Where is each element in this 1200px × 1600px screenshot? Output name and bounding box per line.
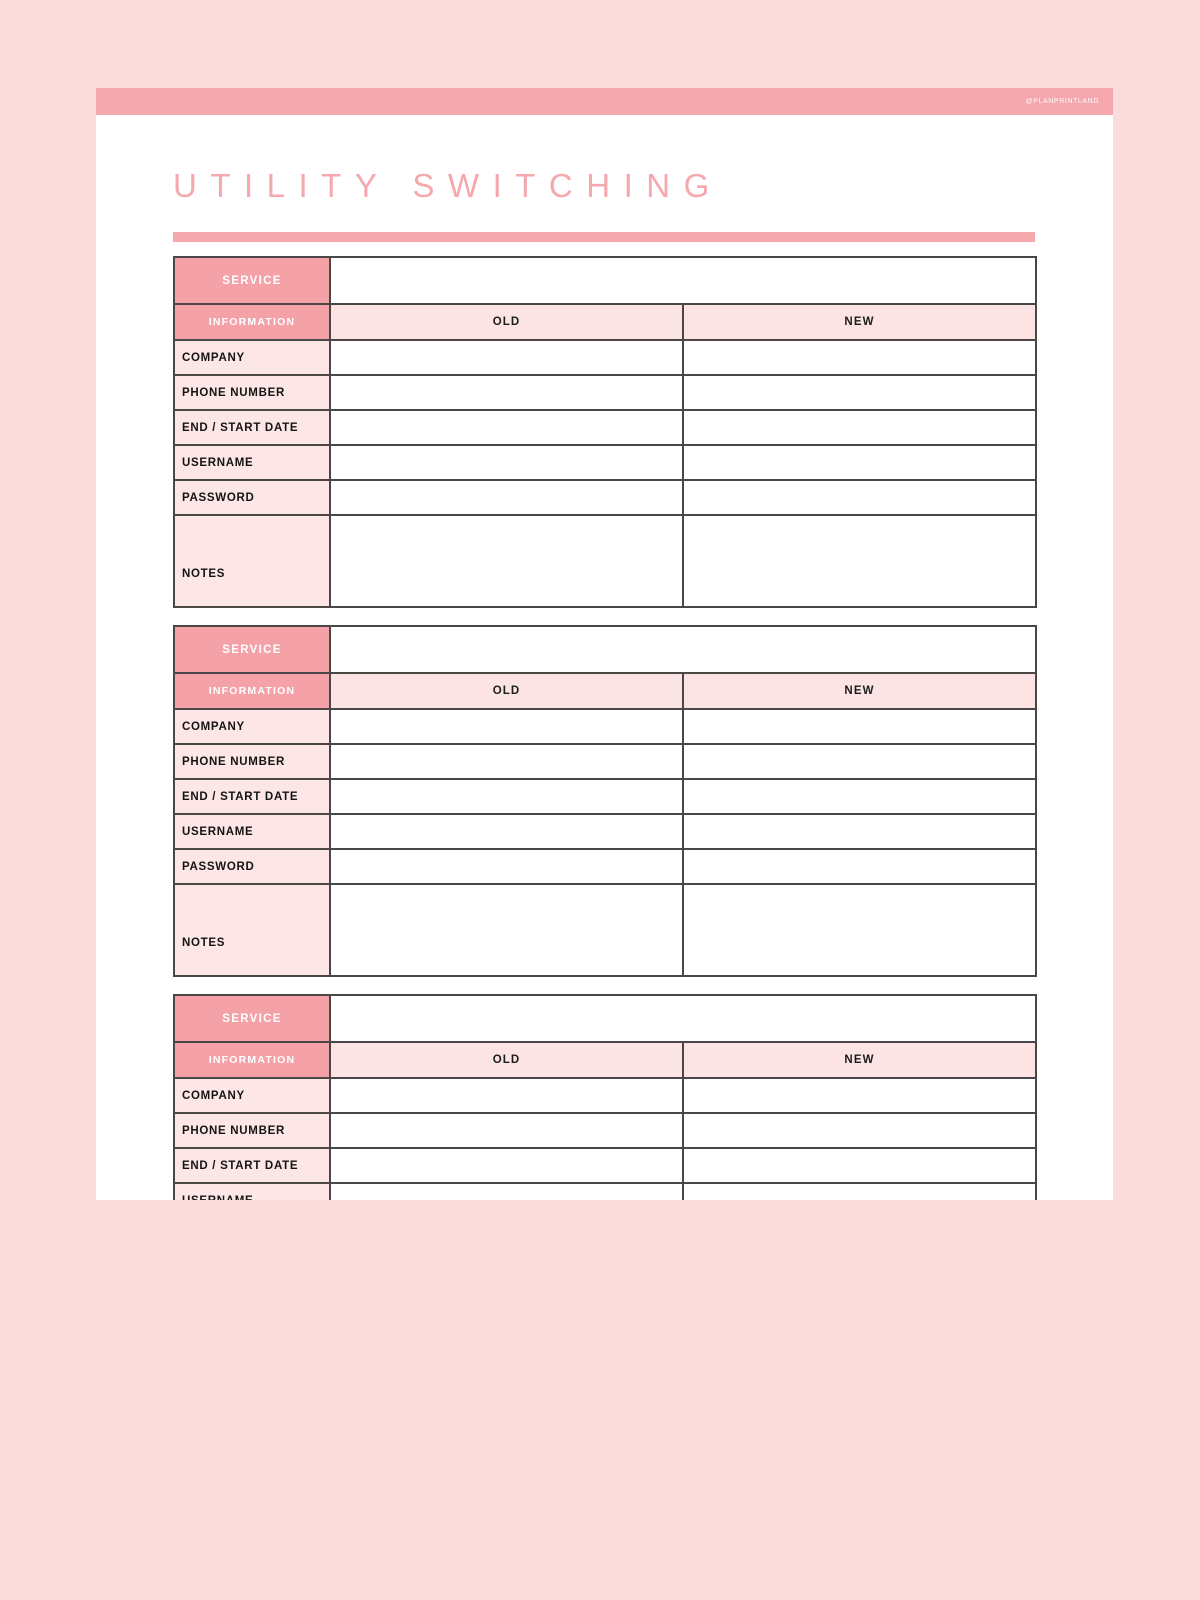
row-label-phone-number: PHONE NUMBER (174, 375, 330, 410)
field-end-start-date-new[interactable] (683, 1148, 1036, 1183)
field-username-old[interactable] (330, 814, 683, 849)
information-header-row (174, 1042, 1036, 1078)
field-end-start-date-old[interactable] (330, 779, 683, 814)
row-label-username: USERNAME (174, 814, 330, 849)
field-end-start-date-new[interactable] (683, 779, 1036, 814)
field-username-new[interactable] (683, 445, 1036, 480)
field-phone-number-old[interactable] (330, 1113, 683, 1148)
printable-page-sheet (96, 88, 1113, 1363)
table-row (174, 375, 1036, 410)
title-divider-rule (173, 232, 1035, 242)
field-password-new[interactable] (683, 849, 1036, 884)
field-password-old[interactable] (330, 849, 683, 884)
row-label-password: PASSWORD (174, 480, 330, 515)
field-phone-number-new[interactable] (683, 744, 1036, 779)
table-row (174, 340, 1036, 375)
field-phone-number-old[interactable] (330, 744, 683, 779)
field-password-old[interactable] (330, 480, 683, 515)
table-row (174, 779, 1036, 814)
field-notes-new[interactable] (683, 515, 1036, 607)
table-row (174, 410, 1036, 445)
column-header-new: NEW (683, 304, 1036, 340)
column-header-new: NEW (683, 673, 1036, 709)
field-company-old[interactable] (330, 709, 683, 744)
row-label-end-start-date: END / START DATE (174, 1148, 330, 1183)
table-row (174, 445, 1036, 480)
table-row (174, 1078, 1036, 1113)
row-label-notes: NOTES (174, 515, 330, 607)
field-phone-number-new[interactable] (683, 1113, 1036, 1148)
service-name-field[interactable] (330, 995, 1036, 1042)
page-bottom-clip (0, 1200, 1200, 1600)
row-label-phone-number: PHONE NUMBER (174, 744, 330, 779)
table-row (174, 814, 1036, 849)
field-notes-old[interactable] (330, 884, 683, 976)
information-header-row (174, 304, 1036, 340)
information-header-label: INFORMATION (174, 1042, 330, 1078)
row-label-company: COMPANY (174, 709, 330, 744)
column-header-old: OLD (330, 673, 683, 709)
field-end-start-date-new[interactable] (683, 410, 1036, 445)
service-header-row (174, 257, 1036, 304)
information-header-label: INFORMATION (174, 673, 330, 709)
field-end-start-date-old[interactable] (330, 1148, 683, 1183)
table-row (174, 744, 1036, 779)
table-row (174, 884, 1036, 976)
service-header-label: SERVICE (174, 995, 330, 1042)
field-company-new[interactable] (683, 340, 1036, 375)
field-company-old[interactable] (330, 340, 683, 375)
row-label-username: USERNAME (174, 445, 330, 480)
service-header-label: SERVICE (174, 626, 330, 673)
table-row (174, 709, 1036, 744)
row-label-end-start-date: END / START DATE (174, 410, 330, 445)
service-name-field[interactable] (330, 257, 1036, 304)
field-end-start-date-old[interactable] (330, 410, 683, 445)
service-header-label: SERVICE (174, 257, 330, 304)
field-company-old[interactable] (330, 1078, 683, 1113)
table-row (174, 1148, 1036, 1183)
field-phone-number-old[interactable] (330, 375, 683, 410)
service-header-row (174, 626, 1036, 673)
column-header-new: NEW (683, 1042, 1036, 1078)
row-label-end-start-date: END / START DATE (174, 779, 330, 814)
field-company-new[interactable] (683, 1078, 1036, 1113)
row-label-phone-number: PHONE NUMBER (174, 1113, 330, 1148)
field-phone-number-new[interactable] (683, 375, 1036, 410)
table-row (174, 515, 1036, 607)
row-label-password: PASSWORD (174, 849, 330, 884)
field-password-new[interactable] (683, 480, 1036, 515)
utility-table-2 (173, 625, 1037, 977)
field-notes-new[interactable] (683, 884, 1036, 976)
page-body (96, 115, 1113, 1346)
row-label-notes: NOTES (174, 884, 330, 976)
information-header-row (174, 673, 1036, 709)
page-header-bar (96, 88, 1113, 115)
service-name-field[interactable] (330, 626, 1036, 673)
utility-table-1 (173, 256, 1037, 608)
column-header-old: OLD (330, 304, 683, 340)
field-username-new[interactable] (683, 814, 1036, 849)
column-header-old: OLD (330, 1042, 683, 1078)
service-header-row (174, 995, 1036, 1042)
utility-tables-container (173, 256, 1036, 1346)
field-notes-old[interactable] (330, 515, 683, 607)
table-row (174, 1113, 1036, 1148)
row-label-company: COMPANY (174, 340, 330, 375)
table-row (174, 849, 1036, 884)
brand-watermark: @PLANPRINTLAND (1025, 98, 1099, 105)
field-username-old[interactable] (330, 445, 683, 480)
page-title: UTILITY SWITCHING (173, 167, 723, 204)
row-label-company: COMPANY (174, 1078, 330, 1113)
table-row (174, 480, 1036, 515)
field-company-new[interactable] (683, 709, 1036, 744)
information-header-label: INFORMATION (174, 304, 330, 340)
